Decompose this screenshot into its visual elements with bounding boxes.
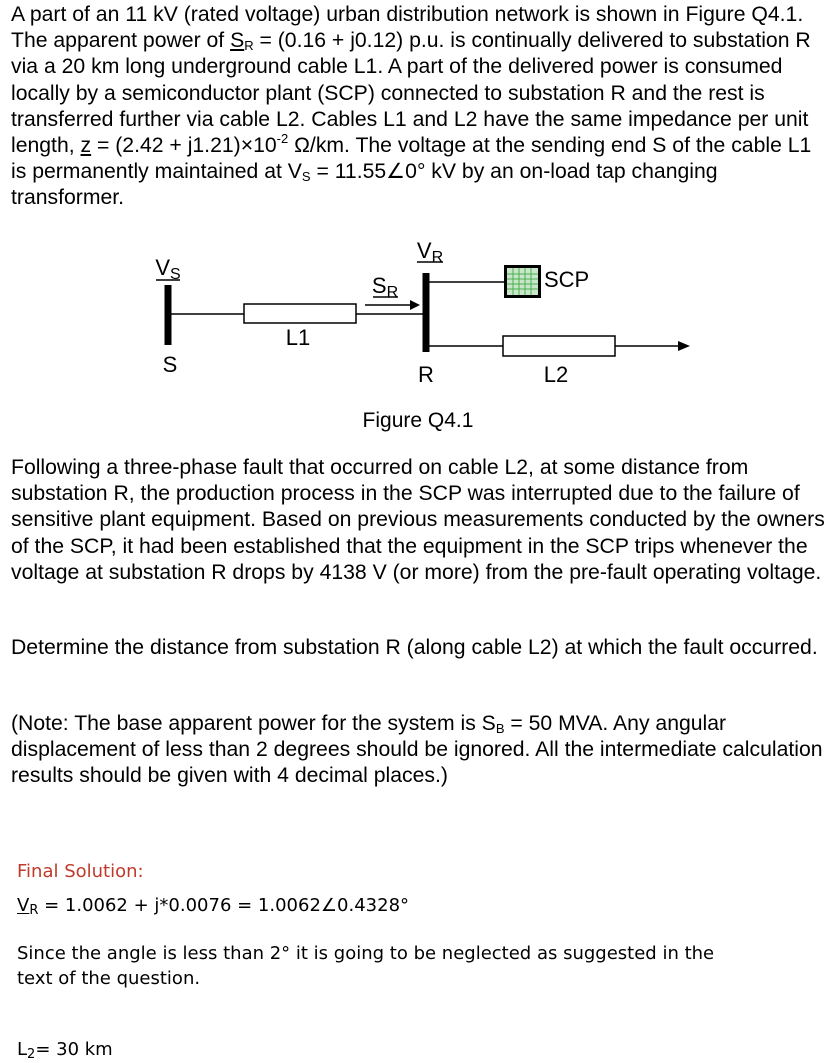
intro-text-1: A part of an 11 kV (rated voltage) urban distribution network is shown in Figure Q4.1. The apparent power of bbox=[11, 3, 804, 53]
exponent: -2 bbox=[276, 131, 289, 147]
cable-l2-box bbox=[503, 336, 615, 356]
sr-symbol: $S_R$ bbox=[230, 29, 254, 54]
r-label: R bbox=[418, 362, 434, 387]
question-task-paragraph: Determine the distance from substation R (along cable L2) at which the fault occurred. bbox=[11, 636, 818, 659]
s-label: S bbox=[162, 352, 178, 377]
solution-angle-note: Since the angle is less than 2° it is going to be neglected as suggested in the text of the question. bbox=[17, 943, 715, 989]
note-text-1: (Note: The base apparent power for the system is S bbox=[11, 712, 496, 735]
solution-l2-line: $L_2= 30$ km bbox=[17, 1039, 113, 1062]
impedance-symbol: z bbox=[80, 134, 92, 158]
vr-symbol: $V_R$ bbox=[17, 895, 39, 918]
sb-subscript: B bbox=[495, 721, 505, 736]
figure-q4-1 bbox=[0, 0, 836, 440]
figure-caption: Figure Q4.1 bbox=[362, 409, 474, 432]
sr-arrow-head bbox=[410, 300, 420, 310]
l2-label: L2 bbox=[543, 362, 569, 387]
solution-title: Final Solution: bbox=[17, 861, 144, 882]
cable-l1-box bbox=[244, 304, 356, 323]
sr-label: SR bbox=[371, 273, 399, 301]
intro-text-5: = 11.55∠0° kV by an on-load tap changing transformer. bbox=[11, 160, 718, 210]
intro-text-2: = (0.16 + j0.12) p.u. is continually delivered to substation R via a 20 km long underground cable L1. A part of the delivered power is consumed locally by a semiconductor plant (SCP) connected to substation R and the rest is transferred further via cable L2. Cables L1 and L2 have the same impedance per unit length, bbox=[11, 29, 811, 158]
l2-expression: = 30 km bbox=[35, 1039, 113, 1060]
l2-subscript: 2 bbox=[27, 1047, 36, 1062]
vr-label: VR bbox=[416, 238, 444, 266]
vr-expression: = 1.0062 + j*0.0076 = 1.0062∠0.4328° bbox=[38, 895, 410, 916]
scp-icon bbox=[504, 265, 541, 298]
solution-vr-line bbox=[17, 894, 409, 919]
fault-description-paragraph: Following a three-phase fault that occurred on cable L2, at some distance from substation R, the production process in the SCP was interrupted due to the failure of sensitive plant equipment. Based on previous measurements conducted by the owners of the SCP, it had been established that the equipment in the SCP trips whenever the voltage at substation R drops by 4138 V (or more) from the pre-fault operating voltage. bbox=[11, 456, 825, 584]
vs-subscript: S bbox=[301, 169, 311, 185]
intro-text-4: Ω/km. The voltage at the sending end S of the cable L1 is permanently maintained at V bbox=[11, 134, 812, 184]
intro-text-3: = (2.42 + j1.21)×10 bbox=[91, 134, 277, 158]
l1-label: L1 bbox=[285, 325, 311, 350]
scp-label: SCP bbox=[544, 267, 590, 292]
note-paragraph bbox=[11, 711, 826, 790]
l2-out-arrow-head bbox=[678, 341, 690, 351]
vs-label: VS bbox=[155, 255, 181, 283]
note-text-2: = 50 MVA. Any angular displacement of less than 2 degrees should be ignored. All the intermediate calculation results should be given with 4 decimal places.) bbox=[11, 712, 823, 788]
